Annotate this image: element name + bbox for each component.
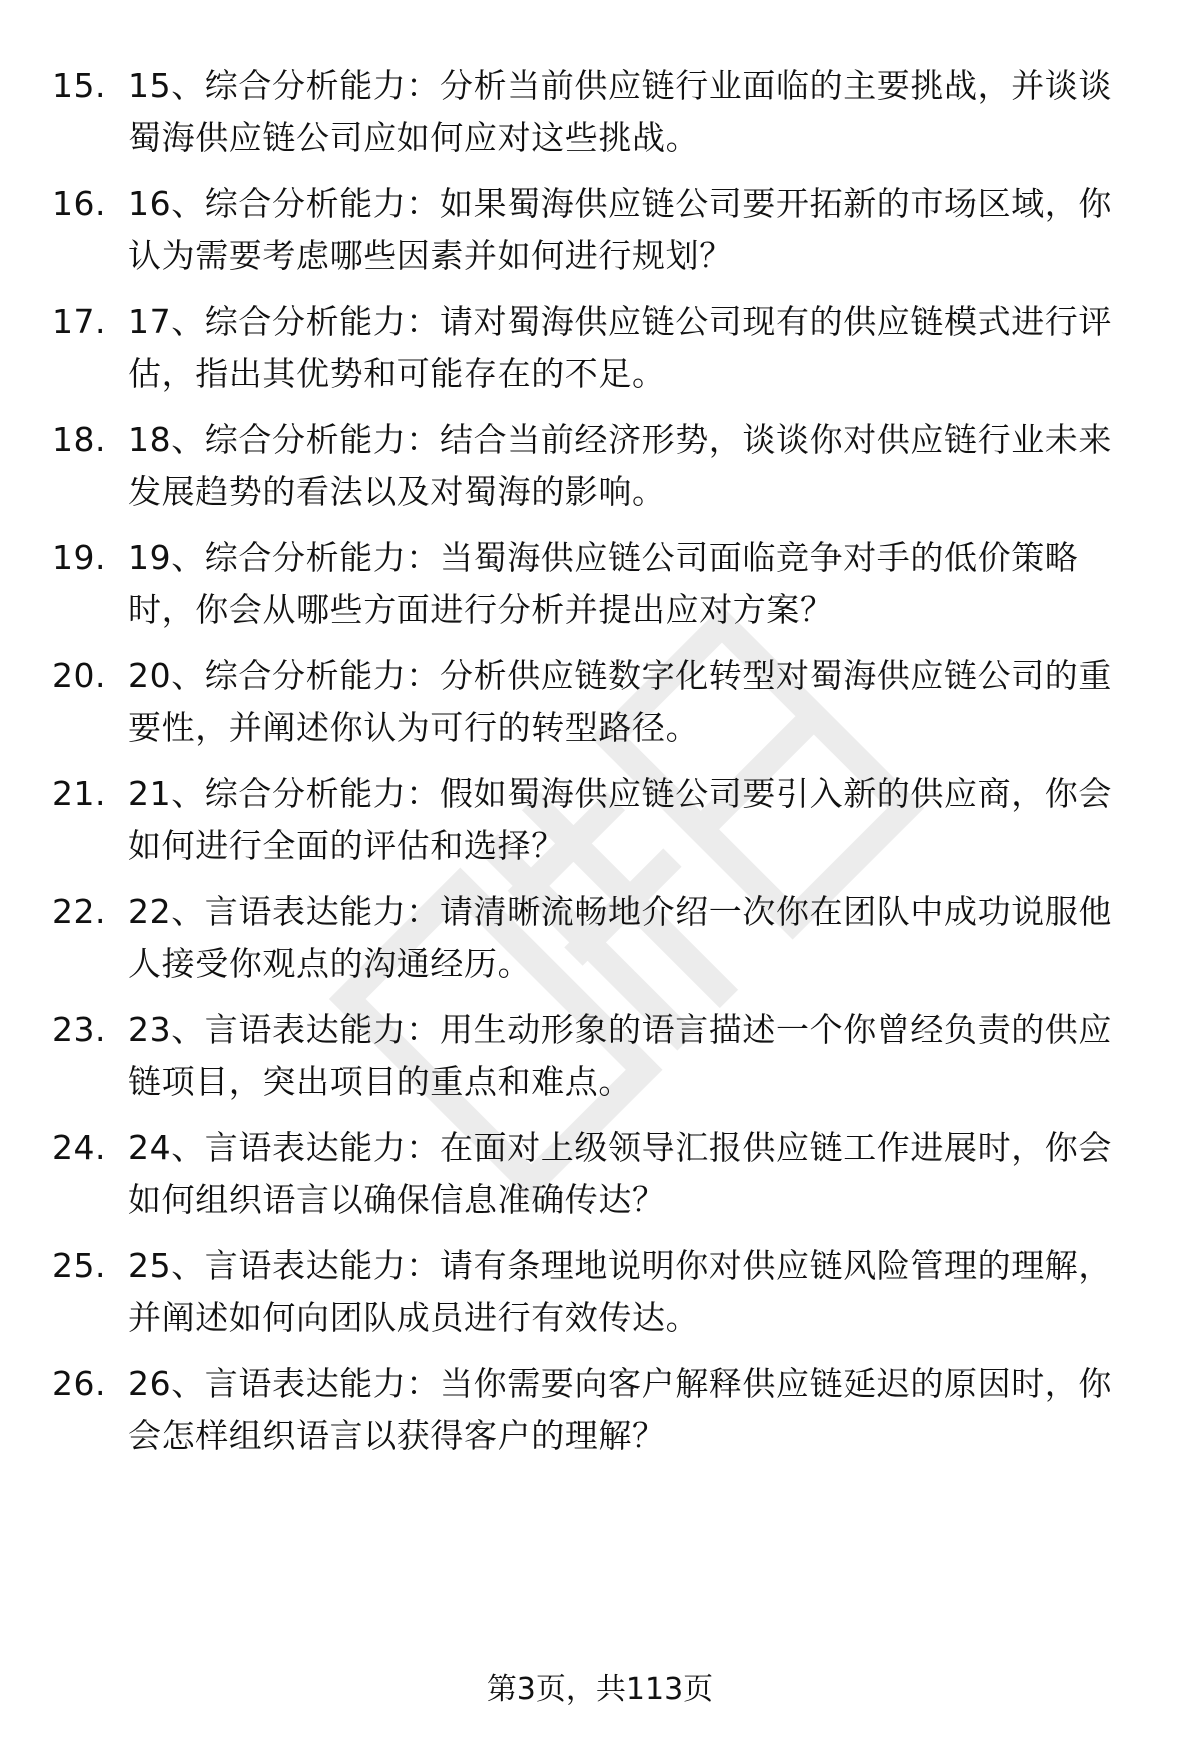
- item-number: 17.: [52, 302, 106, 341]
- item-number: 20.: [52, 656, 106, 695]
- item-number: 23.: [52, 1010, 106, 1049]
- item-text: 21、综合分析能力：假如蜀海供应链公司要引入新的供应商，你会如何进行全面的评估和选择？: [128, 774, 1112, 865]
- list-item: [0, 1240, 1200, 1358]
- item-number: 19.: [52, 538, 106, 577]
- list-item: [0, 768, 1200, 886]
- item-text: 18、综合分析能力：结合当前经济形势，谈谈你对供应链行业未来发展趋势的看法以及对蜀海的影响。: [128, 420, 1112, 511]
- item-text: 24、言语表达能力：在面对上级领导汇报供应链工作进展时，你会如何组织语言以确保信息准确传达？: [128, 1128, 1112, 1219]
- item-number: 18.: [52, 420, 106, 459]
- item-text: 25、言语表达能力：请有条理地说明你对供应链风险管理的理解，并阐述如何向团队成员进行有效传达。: [128, 1246, 1112, 1337]
- item-number: 15.: [52, 66, 106, 105]
- list-item: [0, 886, 1200, 1004]
- list-item: [0, 60, 1200, 178]
- list-item: [0, 296, 1200, 414]
- item-text: 16、综合分析能力：如果蜀海供应链公司要开拓新的市场区域，你认为需要考虑哪些因素并如何进行规划？: [128, 184, 1112, 275]
- page-footer: 第3页，共113页: [486, 1672, 714, 1707]
- item-number: 26.: [52, 1364, 106, 1403]
- item-text: 19、综合分析能力：当蜀海供应链公司面临竞争对手的低价策略时，你会从哪些方面进行分析并提出应对方案？: [128, 538, 1079, 629]
- item-text: 15、综合分析能力：分析当前供应链行业面临的主要挑战，并谈谈蜀海供应链公司应如何应对这些挑战。: [128, 66, 1112, 157]
- list-item: [0, 650, 1200, 768]
- item-number: 21.: [52, 774, 106, 813]
- item-text: 22、言语表达能力：请清晰流畅地介绍一次你在团队中成功说服他人接受你观点的沟通经历。: [128, 892, 1112, 983]
- list-item: [0, 1358, 1200, 1476]
- item-text: 17、综合分析能力：请对蜀海供应链公司现有的供应链模式进行评估，指出其优势和可能存在的不足。: [128, 302, 1112, 393]
- item-number: 22.: [52, 892, 106, 931]
- question-list: [0, 60, 1200, 1476]
- list-item: [0, 1004, 1200, 1122]
- list-item: [0, 178, 1200, 296]
- list-item: [0, 414, 1200, 532]
- list-item: [0, 532, 1200, 650]
- item-text: 20、综合分析能力：分析供应链数字化转型对蜀海供应链公司的重要性，并阐述你认为可行的转型路径。: [128, 656, 1112, 747]
- item-number: 16.: [52, 184, 106, 223]
- item-text: 23、言语表达能力：用生动形象的语言描述一个你曾经负责的供应链项目，突出项目的重点和难点。: [128, 1010, 1112, 1101]
- list-item: [0, 1122, 1200, 1240]
- item-number: 24.: [52, 1128, 106, 1167]
- item-text: 26、言语表达能力：当你需要向客户解释供应链延迟的原因时，你会怎样组织语言以获得客户的理解？: [128, 1364, 1112, 1455]
- item-number: 25.: [52, 1246, 106, 1285]
